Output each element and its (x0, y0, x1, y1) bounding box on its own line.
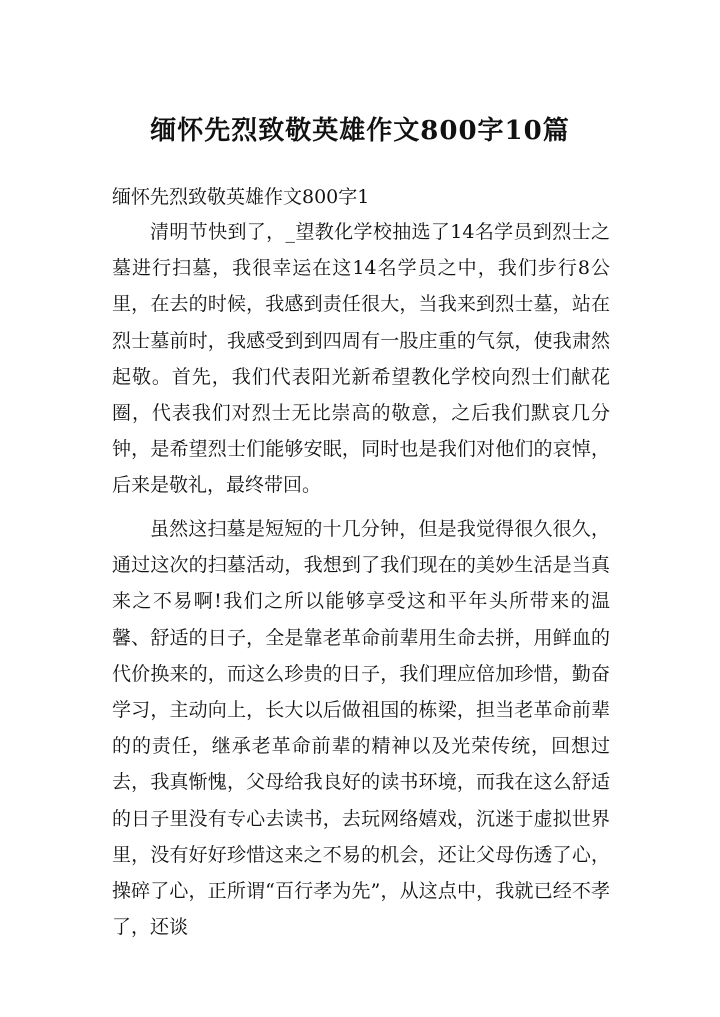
section-heading: 缅怀先烈致敬英雄作文800字1 (112, 186, 370, 208)
paragraph-2: 虽然这扫墓是短短的十几分钟，但是我觉得很久很久，通过这次的扫墓活动，我想到了我们现在的美妙生活是当真来之不易啊!我们之所以能够享受这和平年头所带来的温馨、舒适的日子，全是靠老革命前辈用生命去拼，用鲜血的代价换来的，而这么珍贵的日子，我们理应倍加珍惜，勤奋学习，主动向上，长大以后做祖国的栋梁，担当老革命前辈的的责任，继承老革命前辈的精神以及光荣传统，回想过去，我真惭愧，父母给我良好的读书环境，而我在这么舒适的日子里没有专心去读书，去玩网络嬉戏，沉迷于虚拟世界里，没有好好珍惜这来之不易的机会，还让父母伤透了心，操碎了心，正所谓“百行孝为先”，从这点中，我就已经不孝了，还谈 (112, 518, 610, 939)
paragraph-1: 清明节快到了，_望教化学校抽选了14名学员到烈士之墓进行扫墓，我很幸运在这14名学员之中，我们步行8公里，在去的时候，我感到责任很大，当我来到烈士墓，站在烈士墓前时，我感受到到四周有一股庄重的气氛，使我肃然起敬。首先，我们代表阳光新希望教化学校向烈士们献花圈，代表我们对烈士无比崇高的敬意，之后我们默哀几分钟，是希望烈士们能够安眠，同时也是我们对他们的哀悼，后来是敬礼，最终带回。 (112, 221, 610, 497)
document-title: 缅怀先烈致敬英雄作文800字10篇 (150, 116, 570, 146)
